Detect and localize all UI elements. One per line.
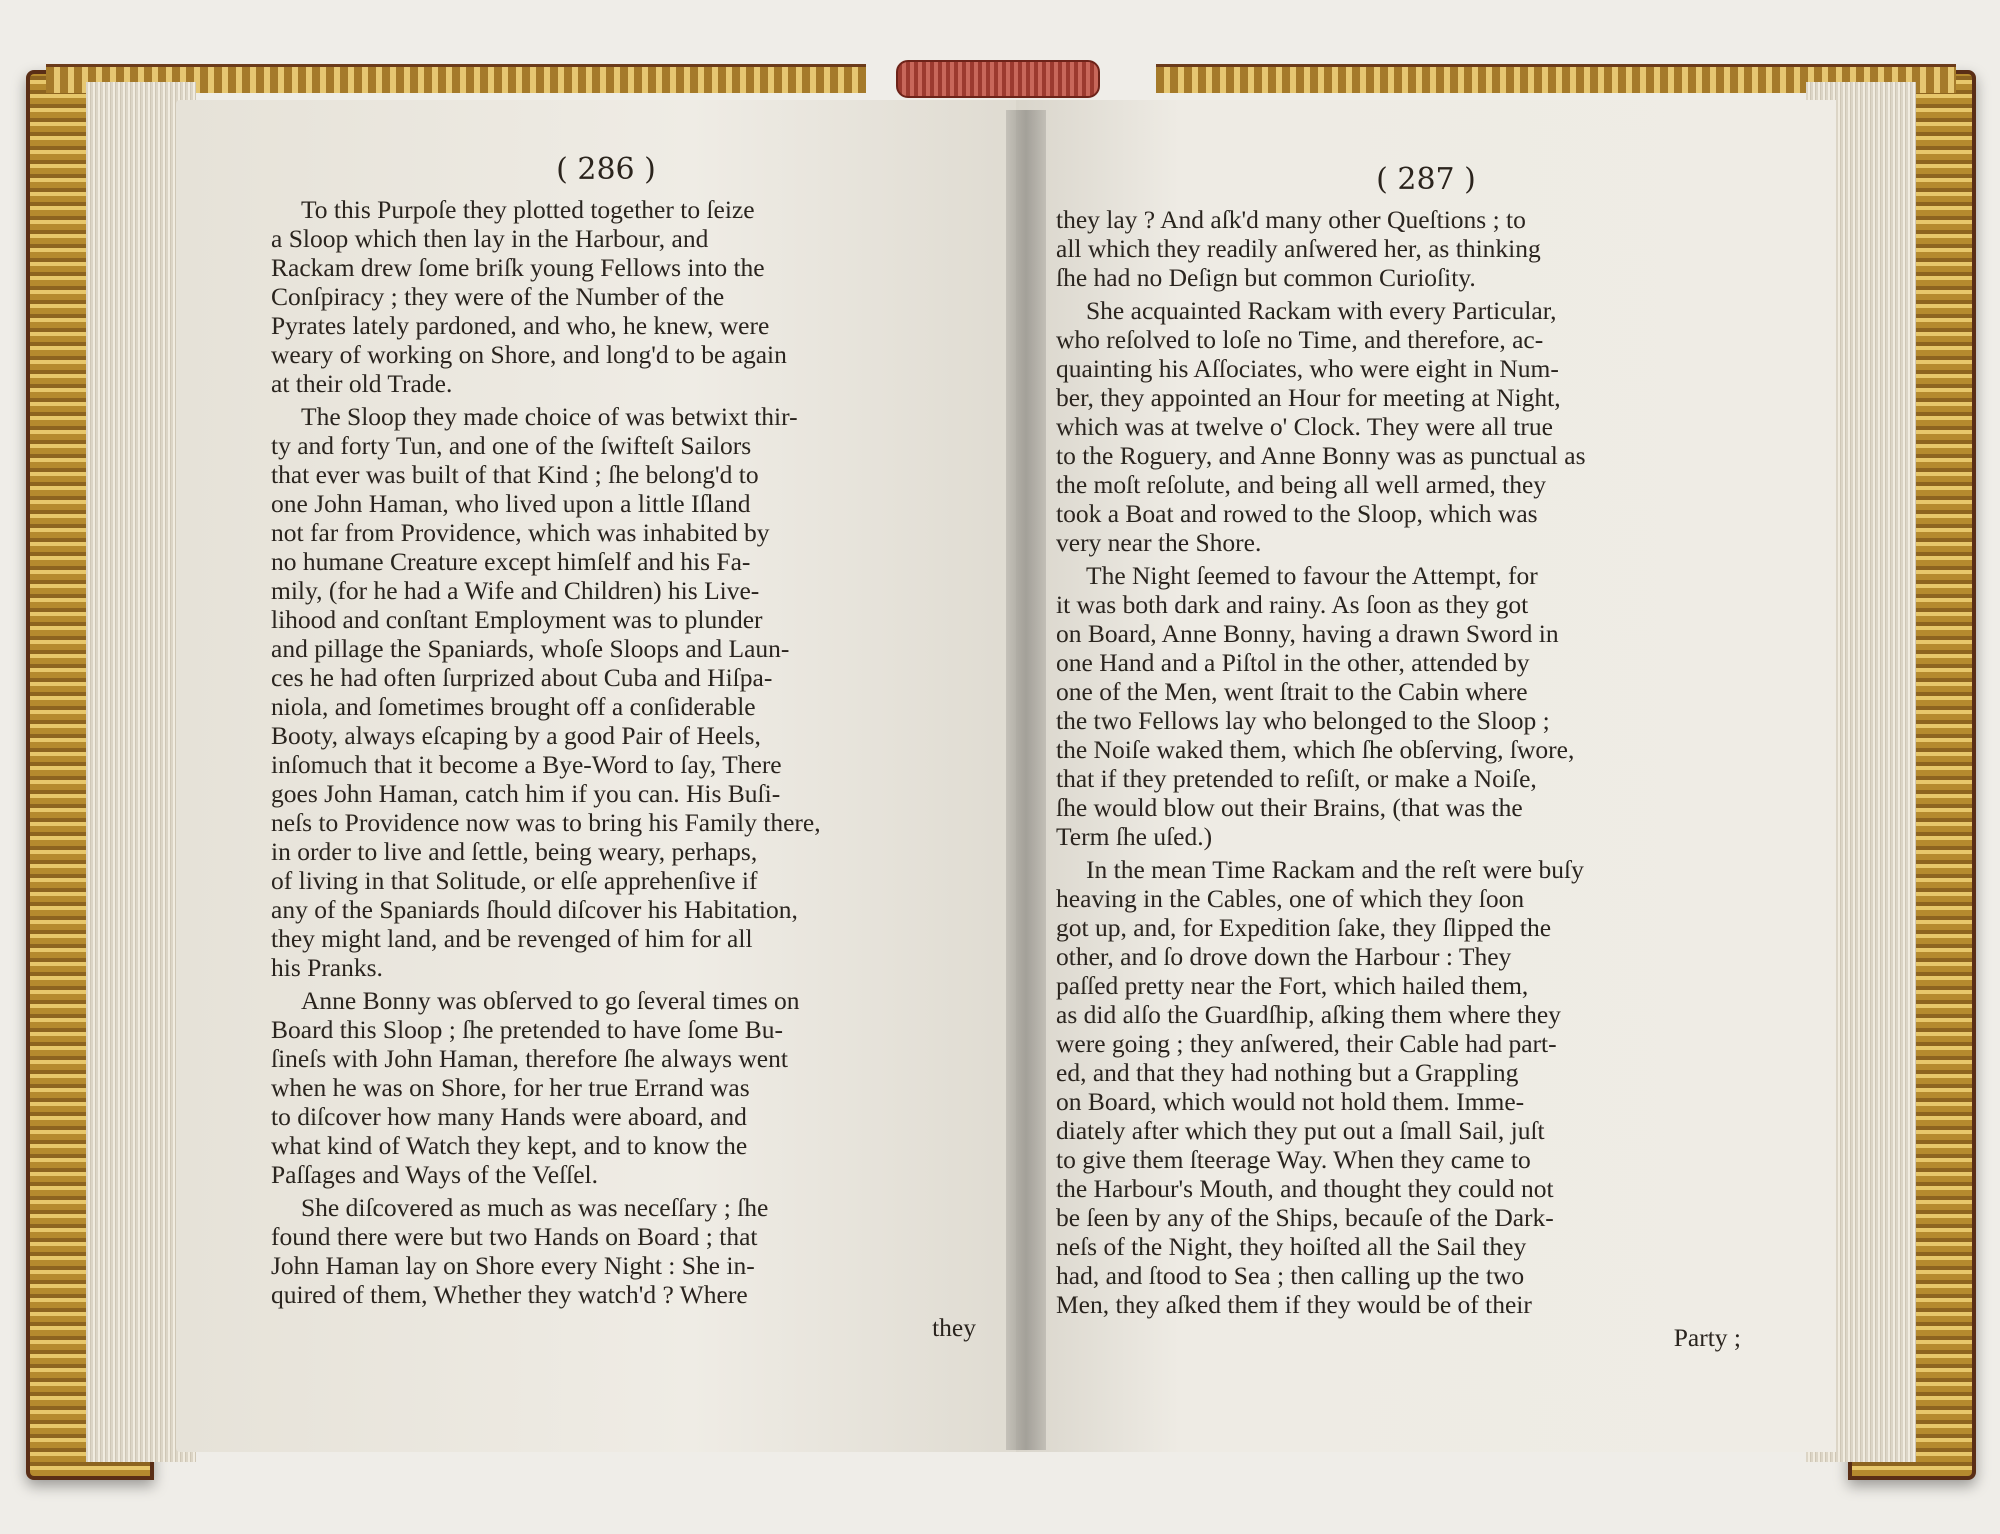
text-line: a Sloop which then lay in the Harbour, and [271, 224, 709, 253]
right-page-text [1016, 205, 1836, 1352]
text-line: no humane Creature except himſelf and his Fa- [271, 547, 751, 576]
text-line: on Board, Anne Bonny, having a drawn Sword in [1056, 619, 1559, 648]
text-line: when he was on Shore, for her true Errand was [271, 1073, 750, 1102]
text-line: ſhe would blow out their Brains, (that was the [1056, 793, 1523, 822]
text-line: the Noiſe waked them, which ſhe obſerving, ſwore, [1056, 735, 1575, 764]
paragraph [1056, 296, 1741, 557]
text-line: Conſpiracy ; they were of the Number of the [271, 282, 725, 311]
text-line: very near the Shore. [1056, 528, 1262, 557]
text-line: that ever was built of that Kind ; ſhe belong'd to [271, 460, 759, 489]
text-line: the Harbour's Mouth, and thought they could not [1056, 1174, 1554, 1203]
text-line: they lay ? And aſk'd many other Queſtions ; to [1056, 205, 1526, 234]
paragraph [1056, 855, 1741, 1319]
page-number-right: ( 287 ) [1376, 162, 1476, 197]
text-line: they might land, and be revenged of him for all [271, 924, 753, 953]
text-line: be ſeen by any of the Ships, becauſe of the Dark- [1056, 1203, 1554, 1232]
text-line: his Pranks. [271, 953, 383, 982]
text-line: quired of them, Whether they watch'd ? Where [271, 1280, 748, 1309]
text-line: ed, and that they had nothing but a Grappling [1056, 1058, 1519, 1087]
text-line: ſineſs with John Haman, therefore ſhe always went [271, 1044, 788, 1073]
text-line: Men, they aſked them if they would be of their [1056, 1290, 1532, 1319]
text-line: not far from Providence, which was inhabited by [271, 518, 770, 547]
text-line: which was at twelve o' Clock. They were all true [1056, 412, 1553, 441]
text-line: other, and ſo drove down the Harbour : They [1056, 942, 1512, 971]
text-line: Board this Sloop ; ſhe pretended to have ſome Bu- [271, 1015, 784, 1044]
catchword: Party ; [1673, 1323, 1741, 1352]
text-line: and pillage the Spaniards, whoſe Sloops and Laun- [271, 634, 790, 663]
text-line: In the mean Time Rackam and the reſt were buſy [1086, 855, 1584, 884]
book-gutter [1006, 110, 1046, 1450]
paragraph [271, 986, 976, 1189]
text-line: of living in that Solitude, or elſe apprehenſive if [271, 866, 758, 895]
paragraph [1056, 205, 1741, 292]
text-line: ber, they appointed an Hour for meeting at Night, [1056, 383, 1561, 412]
text-line: at their old Trade. [271, 369, 453, 398]
text-line: to the Roguery, and Anne Bonny was as punctual as [1056, 441, 1586, 470]
text-line: on Board, which would not hold them. Imme- [1056, 1087, 1525, 1116]
text-line: The Night ſeemed to favour the Attempt, for [1086, 561, 1538, 590]
text-line: Booty, always eſcaping by a good Pair of Heels, [271, 721, 761, 750]
text-line: Rackam drew ſome briſk young Fellows into the [271, 253, 765, 282]
text-line: who reſolved to loſe no Time, and therefore, ac- [1056, 325, 1544, 354]
open-book [26, 60, 1976, 1480]
text-line: the moſt reſolute, and being all well armed, they [1056, 470, 1547, 499]
text-line: Paſſages and Ways of the Veſſel. [271, 1160, 599, 1189]
text-line: lihood and conſtant Employment was to plunder [271, 605, 763, 634]
text-line: the two Fellows lay who belonged to the Sloop ; [1056, 706, 1550, 735]
text-line: what kind of Watch they kept, and to know the [271, 1131, 748, 1160]
text-line: heaving in the Cables, one of which they ſoon [1056, 884, 1525, 913]
text-line: found there were but two Hands on Board ; that [271, 1222, 758, 1251]
text-line: took a Boat and rowed to the Sloop, which was [1056, 499, 1538, 528]
text-line: John Haman lay on Shore every Night : She in- [271, 1251, 755, 1280]
text-line: niola, and ſometimes brought off a conſiderable [271, 692, 756, 721]
text-line: Pyrates lately pardoned, and who, he knew, were [271, 311, 770, 340]
text-line: Term ſhe uſed.) [1056, 822, 1213, 851]
text-line: had, and ſtood to Sea ; then calling up the two [1056, 1261, 1525, 1290]
text-line: to give them ſteerage Way. When they came to [1056, 1145, 1531, 1174]
left-page-text [176, 195, 1036, 1342]
text-line: that if they pretended to reſiſt, or make a Noiſe, [1056, 764, 1537, 793]
text-line: ſhe had no Deſign but common Curioſity. [1056, 263, 1476, 292]
text-line: She acquainted Rackam with every Particular, [1086, 296, 1557, 325]
paragraph [1056, 561, 1741, 851]
right-page [1016, 100, 1836, 1452]
text-line: as did alſo the Guardſhip, aſking them where they [1056, 1000, 1561, 1029]
headband [896, 60, 1100, 98]
text-line: ty and forty Tun, and one of the ſwifteſt Sailors [271, 431, 752, 460]
paragraph [271, 402, 976, 982]
page-number-left: ( 286 ) [556, 152, 656, 187]
text-line: were going ; they anſwered, their Cable had part- [1056, 1029, 1557, 1058]
text-line: weary of working on Shore, and long'd to be again [271, 340, 787, 369]
text-line: To this Purpoſe they plotted together to ſeize [301, 195, 755, 224]
text-line: paſſed pretty near the Fort, which hailed them, [1056, 971, 1529, 1000]
paragraph [271, 195, 976, 398]
text-line: in order to live and ſettle, being weary, perhaps, [271, 837, 758, 866]
text-line: one Hand and a Piſtol in the other, attended by [1056, 648, 1530, 677]
text-line: quainting his Aſſociates, who were eight in Num- [1056, 354, 1559, 383]
text-line: it was both dark and rainy. As ſoon as they got [1056, 590, 1529, 619]
text-line: goes John Haman, catch him if you can. His Buſi- [271, 779, 781, 808]
text-line: any of the Spaniards ſhould diſcover his Habitation, [271, 895, 798, 924]
text-line: diately after which they put out a ſmall Sail, juſt [1056, 1116, 1545, 1145]
text-line: one John Haman, who lived upon a little Iſland [271, 489, 751, 518]
text-line: to diſcover how many Hands were aboard, and [271, 1102, 747, 1131]
text-line: got up, and, for Expedition ſake, they ſlipped the [1056, 913, 1552, 942]
text-line: ces he had often ſurprized about Cuba and Hiſpa- [271, 663, 773, 692]
text-line: all which they readily anſwered her, as thinking [1056, 234, 1541, 263]
paragraph [271, 1193, 976, 1309]
left-page [176, 100, 1036, 1452]
text-line: Anne Bonny was obſerved to go ſeveral times on [301, 986, 800, 1015]
text-line: The Sloop they made choice of was betwixt thir- [301, 402, 798, 431]
text-line: neſs of the Night, they hoiſted all the Sail they [1056, 1232, 1527, 1261]
text-line: inſomuch that it become a Bye-Word to ſay, There [271, 750, 782, 779]
text-line: one of the Men, went ſtrait to the Cabin where [1056, 677, 1528, 706]
text-line: mily, (for he had a Wife and Children) his Live- [271, 576, 760, 605]
text-line: She diſcovered as much as was neceſſary ; ſhe [301, 1193, 769, 1222]
catchword: they [932, 1313, 976, 1342]
text-line: neſs to Providence now was to bring his Family there, [271, 808, 821, 837]
